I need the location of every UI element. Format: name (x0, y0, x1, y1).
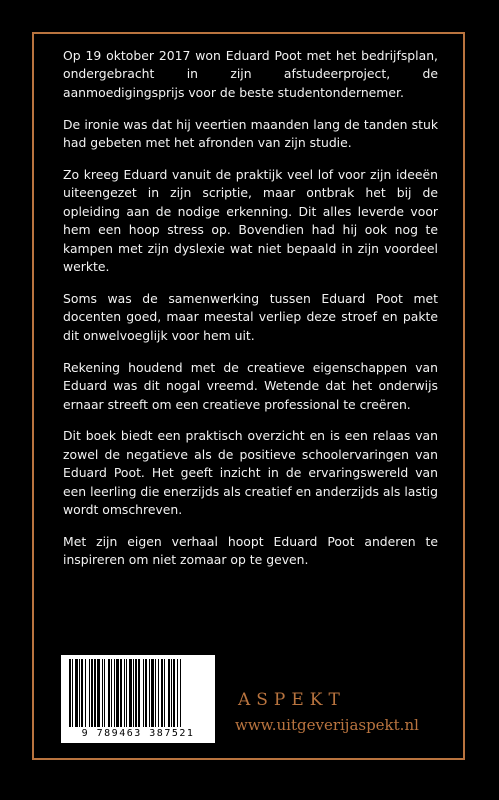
blurb-paragraph-1: Op 19 oktober 2017 won Eduard Poot met het bedrijfsplan, ondergebracht in zijn afstudeerproject, de aanmoedigingsprijs voor de beste studentondernemer. (63, 48, 438, 100)
blurb-text (63, 47, 438, 583)
barcode-bars (67, 659, 209, 727)
publisher-name: ASPEKT (238, 690, 346, 710)
blurb-paragraph-7: Met zijn eigen verhaal hoopt Eduard Poot anderen te inspireren om niet zomaar op te geven. (63, 533, 438, 568)
isbn-barcode (61, 655, 215, 743)
blurb-paragraph-2: De ironie was dat hij veertien maanden lang de tanden stuk had gebeten met het afronden van zijn studie. (63, 116, 438, 151)
isbn-number: 9 789463 387521 (81, 728, 195, 739)
blurb-paragraph-4: Soms was de samenwerking tussen Eduard Poot met docenten goed, maar meestal verliep deze stroef en pakte dit onwelvoeglijk voor hem uit. (63, 290, 438, 343)
blurb-paragraph-6: Dit boek biedt een praktisch overzicht en is een relaas van zowel de negatieve als de positieve schoolervaringen van Eduard Poot. Het geeft inzicht in de ervaringswereld van een leerling die enerzijds als creatief en anderzijds als lastig wordt omschreven. (63, 428, 438, 518)
publisher-website: www.uitgeverijaspekt.nl (235, 716, 419, 734)
blurb-paragraph-3: Zo kreeg Eduard vanuit de praktijk veel lof voor zijn ideeën uiteengezet in zijn scriptie, maar ontbrak het bij de opleiding aan de nodige erkenning. Dit alles leverde voor hem een hoop stress op. Bovendien had hij ook nog te kampen met zijn dyslexie wat niet bepaald in zijn voordeel werkte. (63, 167, 438, 275)
blurb-paragraph-5: Rekening houdend met de creatieve eigenschappen van Eduard was dit nogal vreemd. Wetende dat het onderwijs ernaar streeft om een creatieve professional te creëren. (63, 359, 438, 412)
